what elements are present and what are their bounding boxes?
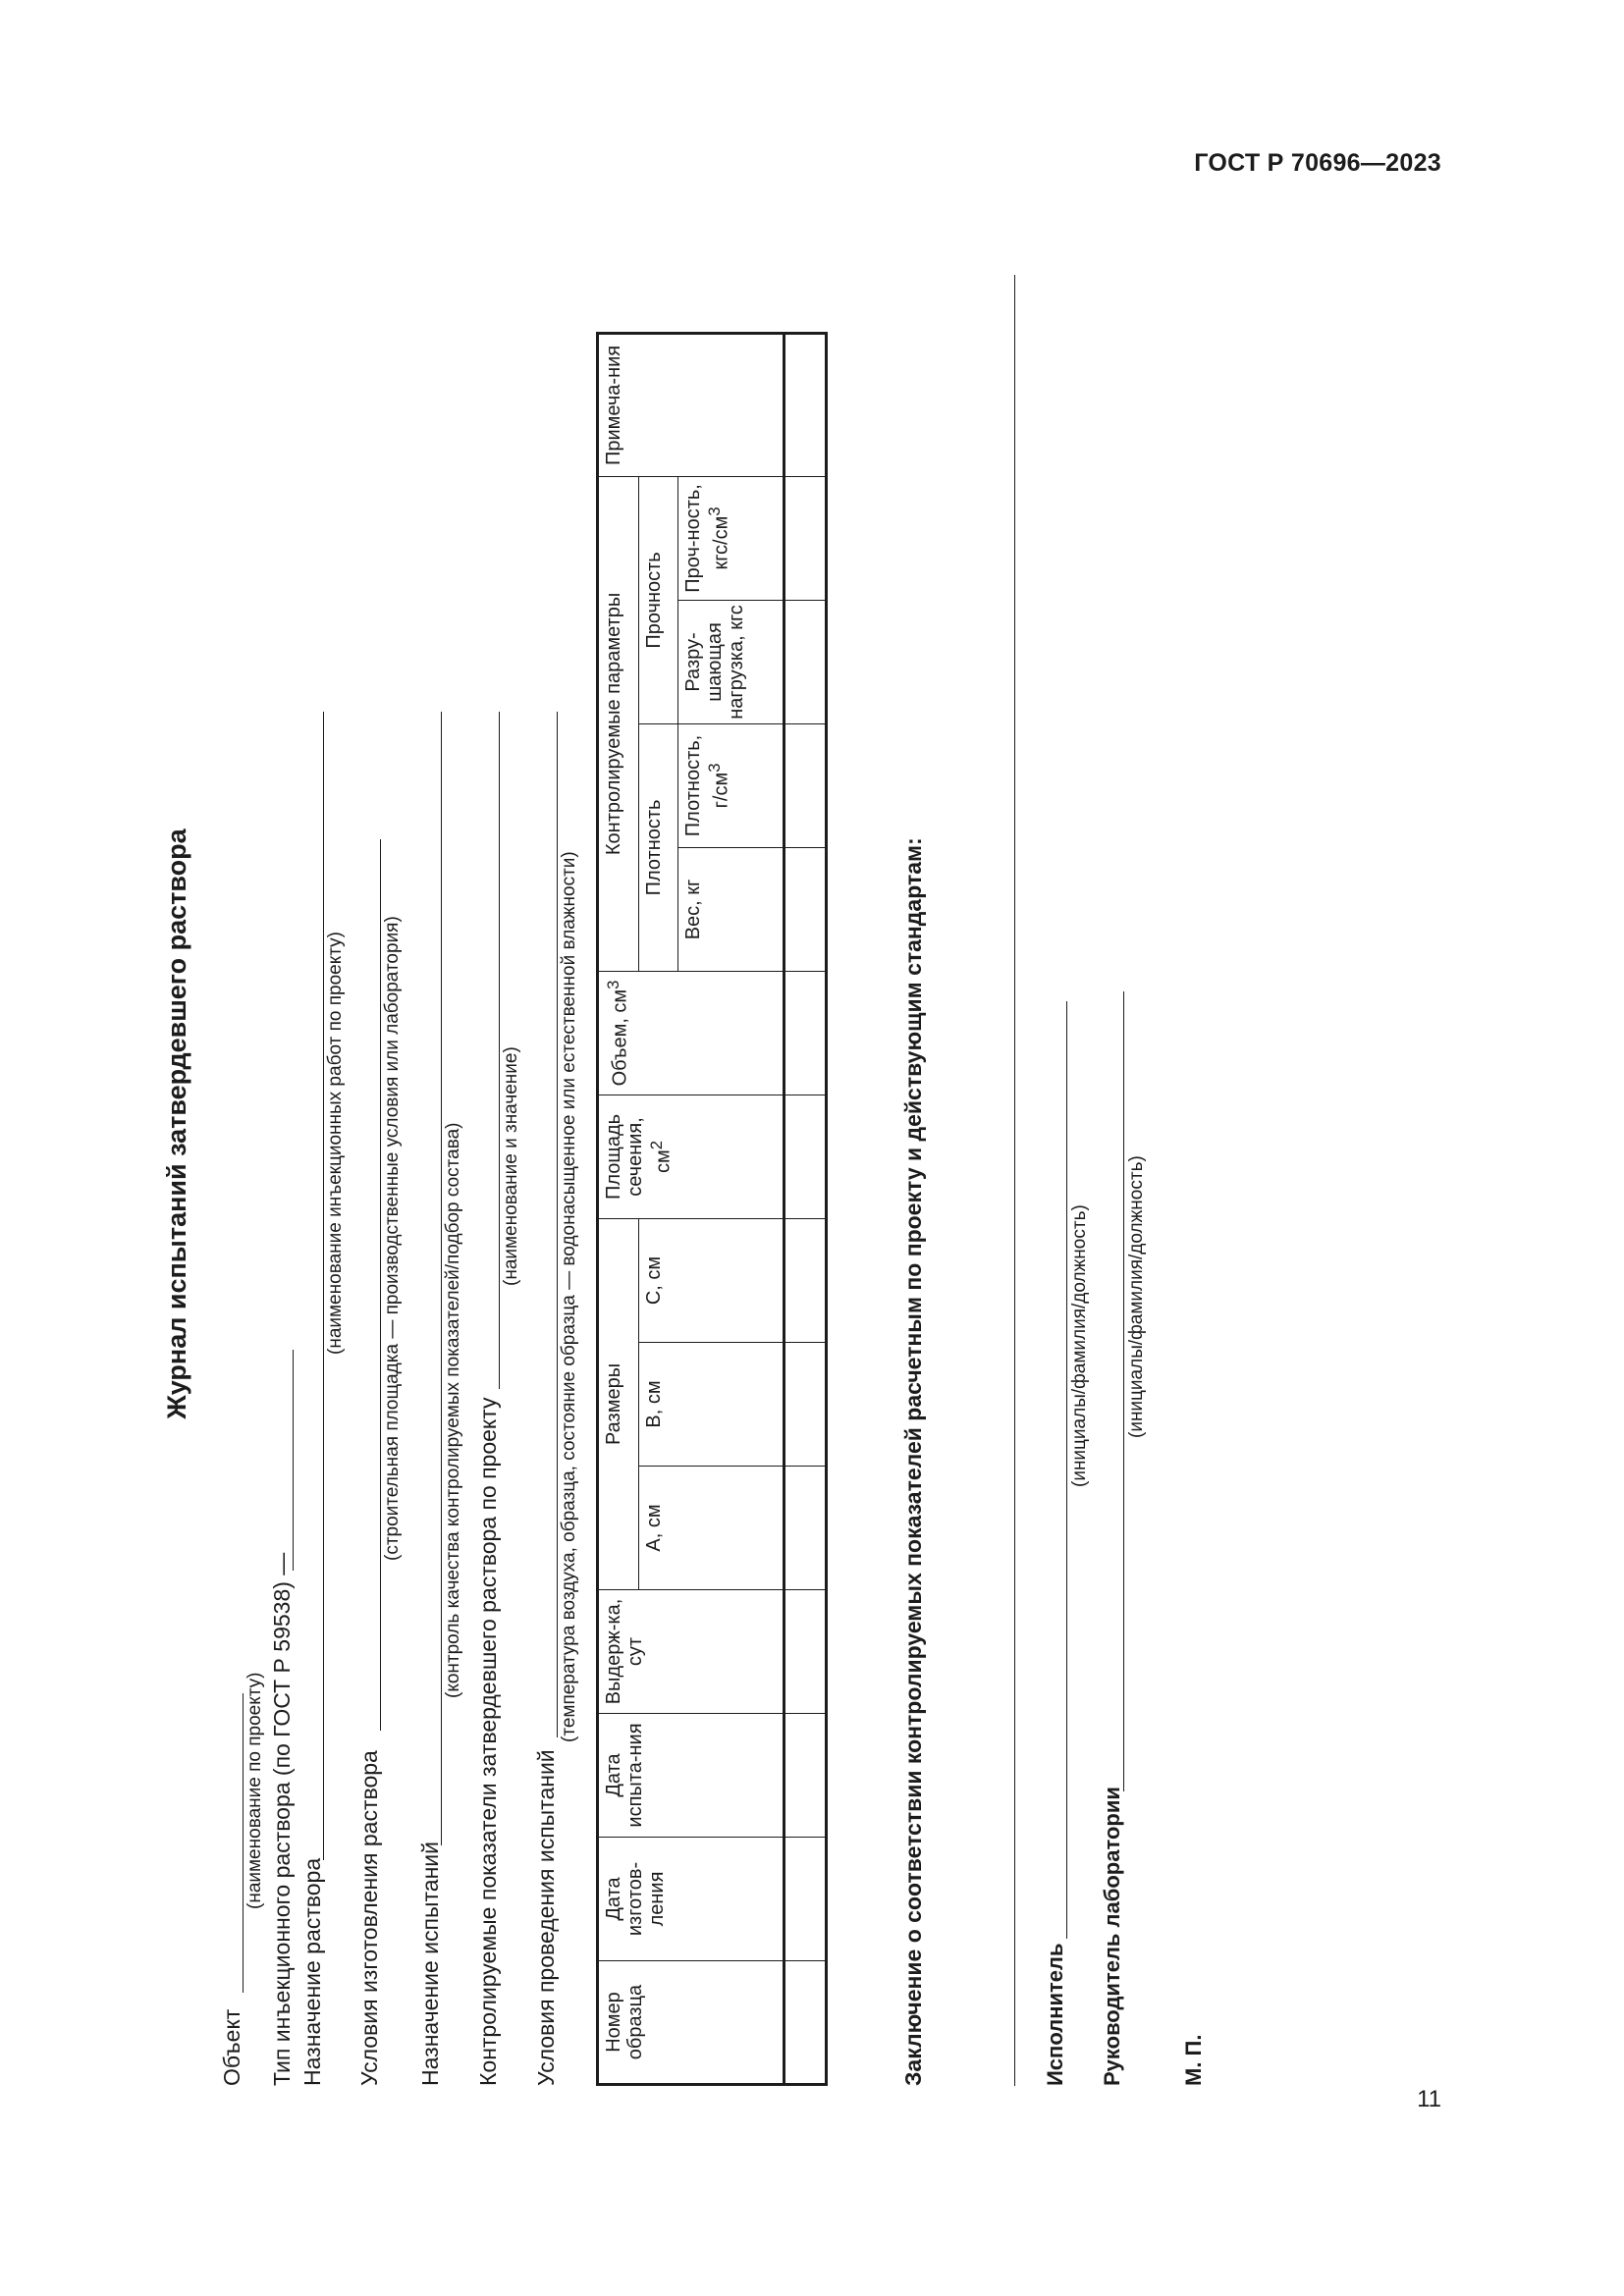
field-conditions-hint: (строительная площадка — производственные условия или лаборатория) (382, 916, 403, 1561)
field-test-purpose-line[interactable] (441, 712, 442, 1845)
signature-executor-label: Исполнитель (1043, 1943, 1067, 2086)
field-object-label: Объект (219, 2008, 244, 2086)
col-density-group: Плотность (638, 723, 677, 971)
col-weight: Вес, кг (678, 847, 785, 971)
table-cell[interactable] (785, 1961, 827, 2085)
field-purpose-line[interactable] (323, 712, 324, 1860)
table-cell[interactable] (785, 1467, 827, 1590)
signature-head-hint: (инициалы/фамилия/должность) (1126, 1155, 1147, 1438)
stamp-place: М. П. (1181, 2034, 1206, 2086)
col-dimensions: Размеры (598, 1218, 639, 1589)
table-cell[interactable] (785, 723, 827, 847)
col-strength-group: Прочность (638, 476, 677, 723)
table-cell[interactable] (785, 1590, 827, 1714)
field-indicators-hint: (наименование и значение) (501, 1046, 521, 1286)
table-cell[interactable] (785, 600, 827, 723)
col-breaking-load: Разру-шающая нагрузка, кгс (678, 600, 785, 723)
standard-designation: ГОСТ Р 70696—2023 (1194, 149, 1441, 177)
signature-executor-hint: (инициалы/фамилия/должность) (1069, 1204, 1090, 1487)
table-cell[interactable] (785, 1218, 827, 1342)
conclusion-line[interactable] (1014, 275, 1015, 2086)
col-curing: Выдерж-ка, сут (598, 1590, 785, 1714)
col-area: Площадь сечения, $см^2$ (598, 1095, 785, 1218)
field-object-hint: (наименование по проекту) (244, 1672, 265, 1909)
table-cell[interactable] (785, 1714, 827, 1838)
signature-head-line[interactable] (1123, 991, 1124, 1791)
field-test-conditions-label: Условия проведения испытаний (533, 1749, 559, 2086)
field-object-line[interactable] (243, 1693, 244, 1993)
field-test-conditions-hint: (температура воздуха, образца, состояние образца — водонасыщенное или естественной влажности) (559, 851, 579, 1742)
col-dim-c: С, см (638, 1218, 784, 1342)
table-cell[interactable] (785, 847, 827, 971)
table-cell[interactable] (785, 1343, 827, 1467)
rotated-form (162, 162, 1206, 2086)
field-indicators-line[interactable] (499, 712, 500, 1389)
field-test-purpose-hint: (контроль качества контролируемых показателей/подбор состава) (443, 1122, 463, 1698)
field-mortar-type-label: Тип инъекционного раствора (по ГОСТ Р 59538) — (269, 1552, 295, 2086)
table-cell[interactable] (785, 476, 827, 600)
signature-head-label: Руководитель лаборатории (1100, 1787, 1124, 2086)
col-strength-value: Проч-ность, кгс/$см^3$ (678, 476, 785, 600)
col-dim-b: В, см (638, 1343, 784, 1467)
table-cell[interactable] (785, 333, 827, 476)
field-indicators-label: Контролируемые показатели затвердевшего раствора по проекту (475, 1397, 501, 2086)
field-mortar-type-line[interactable] (293, 1350, 294, 1571)
field-purpose-label: Назначение раствора (299, 1857, 325, 2086)
conclusion-label: Заключение о соответствии контролируемых показателей расчетным по проекту и действующим стандартам: (900, 837, 926, 2086)
table-cell[interactable] (785, 971, 827, 1095)
table-row (785, 333, 827, 2084)
table-cell[interactable] (785, 1838, 827, 1961)
field-conditions-label: Условия изготовления раствора (356, 1750, 382, 2086)
signature-executor-line[interactable] (1066, 1001, 1067, 1939)
col-notes: Примеча-ния (598, 333, 785, 476)
form-title: Журнал испытаний затвердевшего раствора (162, 828, 191, 1419)
col-dim-a: А, см (638, 1467, 784, 1590)
page-number: 11 (1417, 2086, 1441, 2112)
col-manufacture-date: Дата изготов-ления (598, 1838, 785, 1961)
table-cell[interactable] (785, 1095, 827, 1218)
col-sample-number: Номер образца (598, 1961, 785, 2085)
col-density-value: Плотность, $г/см^3$ (678, 723, 785, 847)
field-conditions-line[interactable] (380, 839, 381, 1731)
field-test-purpose-label: Назначение испытаний (417, 1842, 443, 2086)
test-log-table (596, 335, 828, 2086)
field-purpose-hint: (наименование инъекционных работ по проекту) (325, 932, 346, 1355)
col-volume: Объем, $см^3$ (598, 971, 785, 1095)
col-test-date: Дата испыта-ния (598, 1714, 785, 1838)
col-controlled-parameters: Контролируемые параметры (598, 476, 639, 971)
field-test-conditions-line[interactable] (557, 712, 558, 1737)
